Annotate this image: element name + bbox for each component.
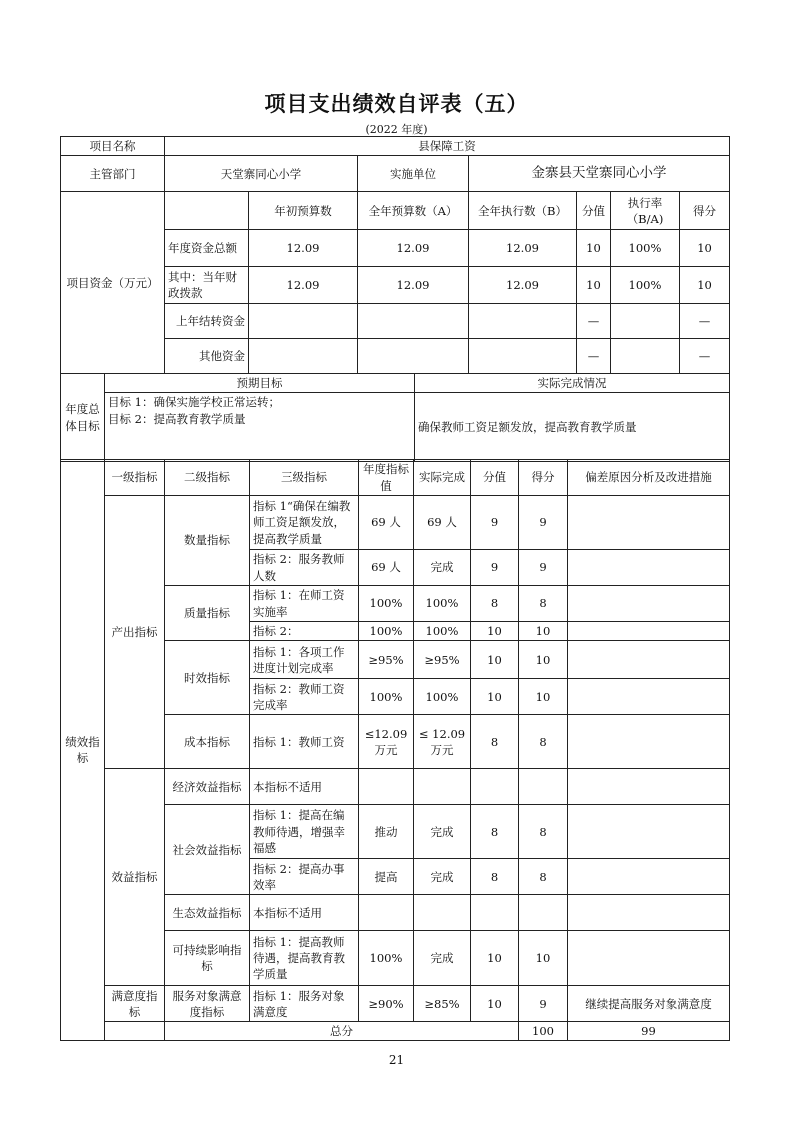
actual-value: 100% — [414, 586, 471, 622]
funds-row-executed — [469, 304, 577, 339]
funds-row-initial — [249, 339, 358, 374]
actual-value: ≤ 12.09 万元 — [414, 715, 471, 769]
perf-header: 年度指标值 — [359, 460, 414, 496]
funds-header-score: 得分 — [680, 192, 730, 230]
funds-row-annual: 12.09 — [358, 230, 469, 267]
indicator: 指标 2：教师工资完成率 — [250, 679, 359, 715]
quantity-label: 数量指标 — [165, 496, 250, 586]
score: 8 — [519, 715, 568, 769]
table-row — [61, 986, 730, 1022]
score: 9 — [519, 550, 568, 586]
target-value: 推动 — [359, 805, 414, 859]
score-value: 9 — [471, 550, 519, 586]
total-row — [61, 1022, 730, 1041]
funds-row-annual — [358, 304, 469, 339]
funds-row-executed: 12.09 — [469, 230, 577, 267]
score-value: 8 — [471, 715, 519, 769]
perf-header: 得分 — [519, 460, 568, 496]
deviation-note — [568, 586, 730, 622]
impl-unit-label: 实施单位 — [358, 156, 469, 192]
perf-header: 三级指标 — [250, 460, 359, 496]
funds-header-initial: 年初预算数 — [249, 192, 358, 230]
score: 8 — [519, 805, 568, 859]
table-row — [61, 769, 730, 805]
score-value: 10 — [471, 931, 519, 986]
indicator: 本指标不适用 — [250, 895, 359, 931]
total-blank — [105, 1022, 165, 1041]
score: 10 — [519, 931, 568, 986]
indicator: 指标 2： — [250, 622, 359, 641]
project-name-value: 县保障工资 — [165, 137, 730, 156]
target-value — [359, 769, 414, 805]
actual-value: 完成 — [414, 805, 471, 859]
funds-row-score-value: 10 — [577, 230, 611, 267]
funds-row-rate — [611, 304, 680, 339]
target-value: 提高 — [359, 859, 414, 895]
funds-row-name: 其他资金 — [165, 339, 249, 374]
social-label: 社会效益指标 — [165, 805, 250, 895]
score-value: 10 — [471, 986, 519, 1022]
goals-table — [60, 373, 730, 462]
funds-header-executed: 全年执行数（B） — [469, 192, 577, 230]
deviation-note — [568, 715, 730, 769]
table-row — [61, 496, 730, 550]
funds-row-annual — [358, 339, 469, 374]
deviation-note — [568, 622, 730, 641]
actual-value: 完成 — [414, 931, 471, 986]
page-number: 21 — [388, 1053, 405, 1067]
target-value: 69 人 — [359, 550, 414, 586]
satisfaction-label: 满意度指标 — [105, 986, 165, 1022]
indicator: 指标 1：在师工资实施率 — [250, 586, 359, 622]
sustain-label: 可持续影响指标 — [165, 931, 250, 986]
dept-value: 天堂寨同心小学 — [165, 156, 358, 192]
target-value: ≤12.09 万元 — [359, 715, 414, 769]
perf-header: 二级指标 — [165, 460, 250, 496]
indicator: 指标 1：提高教师待遇，提高教育教学质量 — [250, 931, 359, 986]
funds-row-score: 10 — [680, 267, 730, 304]
deviation-note — [568, 805, 730, 859]
target-value: 69 人 — [359, 496, 414, 550]
funds-row-name: 其中：当年财政拨款 — [165, 267, 249, 304]
funds-row-name: 年度资金总额 — [165, 230, 249, 267]
indicator: 指标 1：教师工资 — [250, 715, 359, 769]
impl-unit-value: 金寨县天堂寨同心小学 — [469, 156, 730, 192]
score-value — [471, 895, 519, 931]
score-value: 8 — [471, 805, 519, 859]
service-label: 服务对象满意度指标 — [165, 986, 250, 1022]
quality-label: 质量指标 — [165, 586, 250, 641]
score: 9 — [519, 986, 568, 1022]
deviation-note — [568, 895, 730, 931]
funds-row-initial: 12.09 — [249, 230, 358, 267]
score: 10 — [519, 679, 568, 715]
funds-row-initial: 12.09 — [249, 267, 358, 304]
actual-value: ≥95% — [414, 641, 471, 679]
actual-goals: 确保教师工资足额发放，提高教育教学质量 — [415, 393, 730, 462]
actual-value: 完成 — [414, 550, 471, 586]
score-value: 8 — [471, 859, 519, 895]
target-value: ≥90% — [359, 986, 414, 1022]
funds-row-rate — [611, 339, 680, 374]
perf-header: 实际完成 — [414, 460, 471, 496]
score: 10 — [519, 622, 568, 641]
project-name-label: 项目名称 — [61, 137, 165, 156]
funds-row-score: — — [680, 304, 730, 339]
funds-row-score-value: 10 — [577, 267, 611, 304]
score: 8 — [519, 859, 568, 895]
actual-goals-header: 实际完成情况 — [415, 374, 730, 393]
deviation-note — [568, 769, 730, 805]
target-value — [359, 895, 414, 931]
total-label: 总分 — [165, 1022, 519, 1041]
score-value: 10 — [471, 679, 519, 715]
score-value: 10 — [471, 622, 519, 641]
indicator: 指标 1：各项工作进度计划完成率 — [250, 641, 359, 679]
goal-item: 目标 1：确保实施学校正常运转； — [108, 395, 280, 410]
timeliness-label: 时效指标 — [165, 641, 250, 715]
deviation-note — [568, 550, 730, 586]
target-value: 100% — [359, 586, 414, 622]
score: 8 — [519, 586, 568, 622]
target-value: 100% — [359, 622, 414, 641]
score — [519, 895, 568, 931]
funds-header-annual: 全年预算数（A） — [358, 192, 469, 230]
funds-row-rate: 100% — [611, 230, 680, 267]
actual-value: 完成 — [414, 859, 471, 895]
economic-label: 经济效益指标 — [165, 769, 250, 805]
funds-header-blank — [165, 192, 249, 230]
deviation-note — [568, 679, 730, 715]
indicator: 指标 2：提高办事效率 — [250, 859, 359, 895]
actual-value: 100% — [414, 679, 471, 715]
perf-label: 绩效指标 — [61, 460, 105, 1041]
target-value: ≥95% — [359, 641, 414, 679]
total-score: 99 — [568, 1022, 730, 1041]
funds-label: 项目资金（万元） — [61, 192, 165, 374]
funds-table — [60, 136, 730, 374]
target-value: 100% — [359, 679, 414, 715]
actual-value: ≥85% — [414, 986, 471, 1022]
indicator: 本指标不适用 — [250, 769, 359, 805]
indicator: 指标 1“确保在编教师工资足额发放，提高教学质量 — [250, 496, 359, 550]
goals-label: 年度总体目标 — [61, 374, 105, 462]
score-value: 10 — [471, 641, 519, 679]
goal-item: 目标 2：提高教育教学质量 — [108, 412, 246, 427]
funds-row-rate: 100% — [611, 267, 680, 304]
deviation-note — [568, 496, 730, 550]
funds-row-score-value: — — [577, 304, 611, 339]
funds-row-annual: 12.09 — [358, 267, 469, 304]
score: 10 — [519, 641, 568, 679]
target-value: 100% — [359, 931, 414, 986]
perf-header: 一级指标 — [105, 460, 165, 496]
deviation-note — [568, 859, 730, 895]
benefit-label: 效益指标 — [105, 769, 165, 986]
actual-value: 100% — [414, 622, 471, 641]
page-title: 项目支出绩效自评表（五） — [264, 92, 529, 116]
perf-header-row — [61, 460, 730, 496]
year-label: (2022 年度) — [365, 123, 428, 136]
indicator: 指标 2：服务教师人数 — [250, 550, 359, 586]
deviation-note: 继续提高服务对象满意度 — [568, 986, 730, 1022]
score-value: 8 — [471, 586, 519, 622]
indicator: 指标 1：服务对象满意度 — [250, 986, 359, 1022]
funds-row-initial — [249, 304, 358, 339]
score: 9 — [519, 496, 568, 550]
funds-row-score: — — [680, 339, 730, 374]
total-value: 100 — [519, 1022, 568, 1041]
funds-header-rate: 执行率（B/A) — [611, 192, 680, 230]
expected-goals-header: 预期目标 — [105, 374, 415, 393]
funds-row-name: 上年结转资金 — [165, 304, 249, 339]
funds-row-executed — [469, 339, 577, 374]
cost-label: 成本指标 — [165, 715, 250, 769]
score — [519, 769, 568, 805]
perf-header: 偏差原因分析及改进措施 — [568, 460, 730, 496]
perf-header: 分值 — [471, 460, 519, 496]
funds-row-score: 10 — [680, 230, 730, 267]
score-value: 9 — [471, 496, 519, 550]
performance-table — [60, 459, 730, 1041]
funds-header-value: 分值 — [577, 192, 611, 230]
score-value — [471, 769, 519, 805]
actual-value — [414, 895, 471, 931]
output-label: 产出指标 — [105, 496, 165, 769]
deviation-note — [568, 641, 730, 679]
ecological-label: 生态效益指标 — [165, 895, 250, 931]
expected-goals — [105, 393, 415, 462]
funds-row-score-value: — — [577, 339, 611, 374]
funds-row-executed: 12.09 — [469, 267, 577, 304]
actual-value: 69 人 — [414, 496, 471, 550]
deviation-note — [568, 931, 730, 986]
indicator: 指标 1：提高在编教师待遇，增强幸福感 — [250, 805, 359, 859]
dept-label: 主管部门 — [61, 156, 165, 192]
actual-value — [414, 769, 471, 805]
